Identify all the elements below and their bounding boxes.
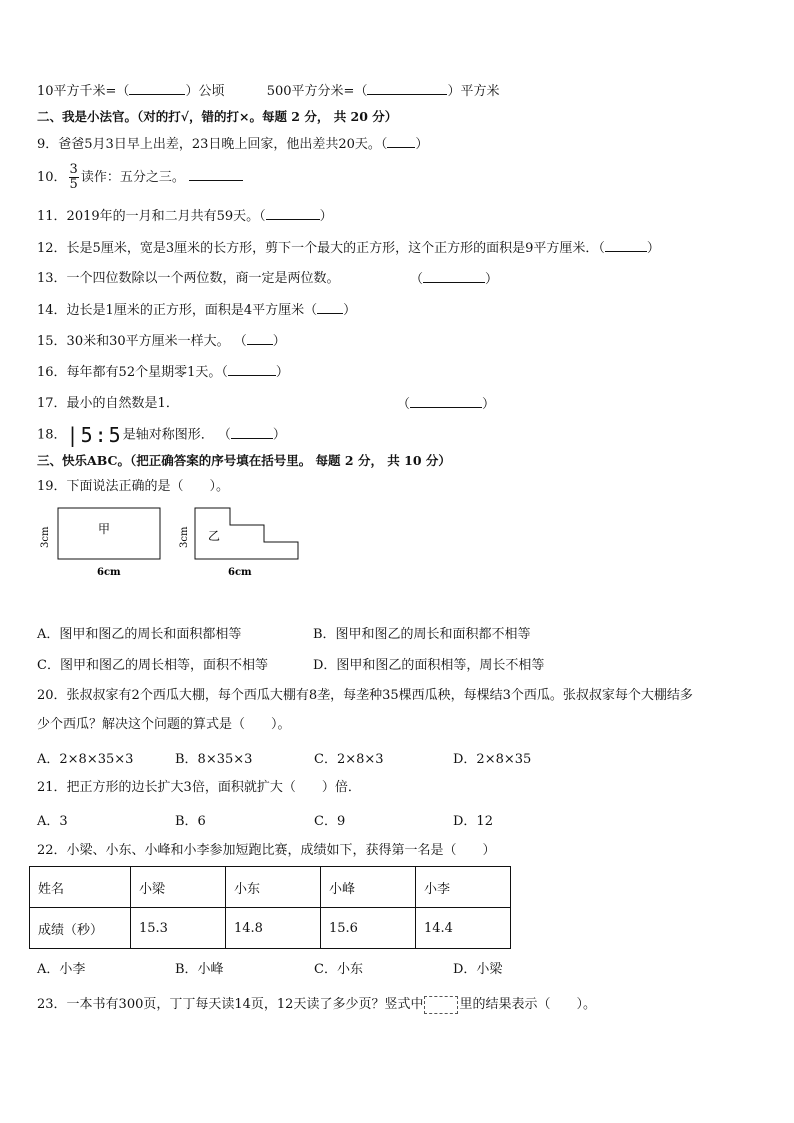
question-12: 12．长是5厘米，宽是3厘米的长方形，剪下一个最大的正方形，这个正方形的面积是9平方厘米．（ ） [37, 241, 660, 256]
figure-yi-label: 乙 [208, 529, 221, 543]
option-b[interactable]: B．6 [175, 814, 206, 829]
table-row [30, 867, 511, 908]
answer-blank[interactable] [247, 332, 273, 345]
option-b[interactable]: B．小峰 [175, 962, 224, 977]
option-a[interactable]: A．小李 [37, 962, 86, 977]
question-20-line-2: 少个西瓜？解决这个问题的算式是（ ）。 [37, 717, 291, 732]
answer-blank[interactable] [266, 207, 320, 220]
option-c[interactable]: C．9 [314, 814, 346, 829]
answer-blank[interactable] [410, 395, 482, 408]
table-cell: 15.3 [131, 908, 226, 949]
figure-jia-width-label: 6cm [97, 567, 121, 578]
question-13: 13．一个四位数除以一个两位数，商一定是两位数。 （ ） [37, 271, 499, 287]
answer-blank[interactable] [367, 82, 447, 95]
table-cell: 14.4 [416, 908, 511, 949]
answer-blank[interactable] [423, 270, 485, 283]
option-d[interactable]: D．12 [453, 814, 493, 829]
table-cell: 14.8 [226, 908, 321, 949]
question-11: 11．2019年的一月和二月共有59天。（ ） [37, 209, 333, 224]
question-23: 23．一本书有300页，丁丁每天读14页，12天读了多少页？竖式中 里的结果表示（ ）。 [37, 997, 596, 1012]
table-cell: 15.6 [321, 908, 416, 949]
option-c[interactable]: C．小东 [314, 962, 363, 977]
question-19: 19．下面说法正确的是（ ）。 [37, 479, 230, 494]
option-c[interactable]: C．图甲和图乙的周长相等，面积不相等 [37, 658, 268, 673]
results-table [29, 866, 511, 949]
section-3-heading: 三、快乐ABC。（把正确答案的序号填在括号里。 每题 2 分， 共 10 分） [37, 453, 451, 468]
answer-blank[interactable] [605, 239, 647, 252]
dashed-box [424, 996, 458, 1014]
option-d[interactable]: D．2×8×35 [453, 752, 532, 767]
digit-glyphs: |5:5 [66, 423, 123, 447]
figure-yi-width-label: 6cm [228, 567, 252, 578]
q19-figures [30, 500, 320, 585]
option-d[interactable]: D．图甲和图乙的面积相等，周长不相等 [313, 658, 545, 673]
option-b[interactable]: B．8×35×3 [175, 752, 253, 767]
question-16: 16．每年都有52个星期零1天。（ ） [37, 365, 289, 380]
table-cell: 小东 [226, 867, 321, 908]
answer-blank[interactable] [228, 363, 276, 376]
question-10: 10． $\frac{3}{5}$ 读作：五分之三。 [37, 160, 243, 196]
section-2-heading: 二、我是小法官。（对的打√，错的打×。每题 2 分， 共 20 分） [37, 109, 398, 124]
answer-blank[interactable] [317, 301, 343, 314]
fraction: $\frac{3}{5}$ [69, 162, 78, 192]
question-9: 9．爸爸5月3日早上出差，23日晚上回家，他出差共20天。（ ） [37, 137, 429, 152]
question-20-line-1: 20．张叔叔家有2个西瓜大棚，每个西瓜大棚有8垄，每垄种35棵西瓜秧，每棵结3个西瓜。张叔叔家每个大棚结多 [37, 688, 693, 703]
question-14: 14．边长是1厘米的正方形，面积是4平方厘米（ ） [37, 303, 357, 318]
answer-blank[interactable] [387, 135, 415, 148]
table-row [30, 908, 511, 949]
table-cell: 小峰 [321, 867, 416, 908]
table-cell: 小李 [416, 867, 511, 908]
option-a[interactable]: A．3 [37, 814, 68, 829]
table-cell: 小梁 [131, 867, 226, 908]
question-21: 21．把正方形的边长扩大3倍，面积就扩大（ ）倍． [37, 780, 361, 795]
question-22: 22．小梁、小东、小峰和小李参加短跑比赛，成绩如下，获得第一名是（ ） [37, 843, 496, 858]
option-a[interactable]: A．2×8×35×3 [37, 752, 134, 767]
answer-blank[interactable] [231, 426, 273, 439]
answer-blank[interactable] [129, 82, 185, 95]
table-cell: 姓名 [30, 867, 131, 908]
question-18: 18．|5:5是轴对称图形． （ ） [37, 423, 286, 447]
figure-jia-height-label: 3cm [40, 526, 51, 548]
answer-blank[interactable] [189, 168, 243, 181]
question-15: 15．30米和30平方厘米一样大。 （ ） [37, 334, 286, 349]
option-c[interactable]: C．2×8×3 [314, 752, 384, 767]
option-d[interactable]: D．小梁 [453, 962, 503, 977]
option-a[interactable]: A．图甲和图乙的周长和面积都相等 [37, 627, 242, 642]
option-b[interactable]: B．图甲和图乙的周长和面积都不相等 [313, 627, 531, 642]
conversion-line: 10平方千米=（ ）公顷 500平方分米=（ ）平方米 [37, 84, 500, 99]
table-cell: 成绩（秒） [30, 908, 131, 949]
figure-yi-height-label: 3cm [179, 526, 190, 548]
figure-jia-label: 甲 [98, 522, 111, 536]
question-17: 17．最小的自然数是1． （ ） [37, 396, 496, 412]
